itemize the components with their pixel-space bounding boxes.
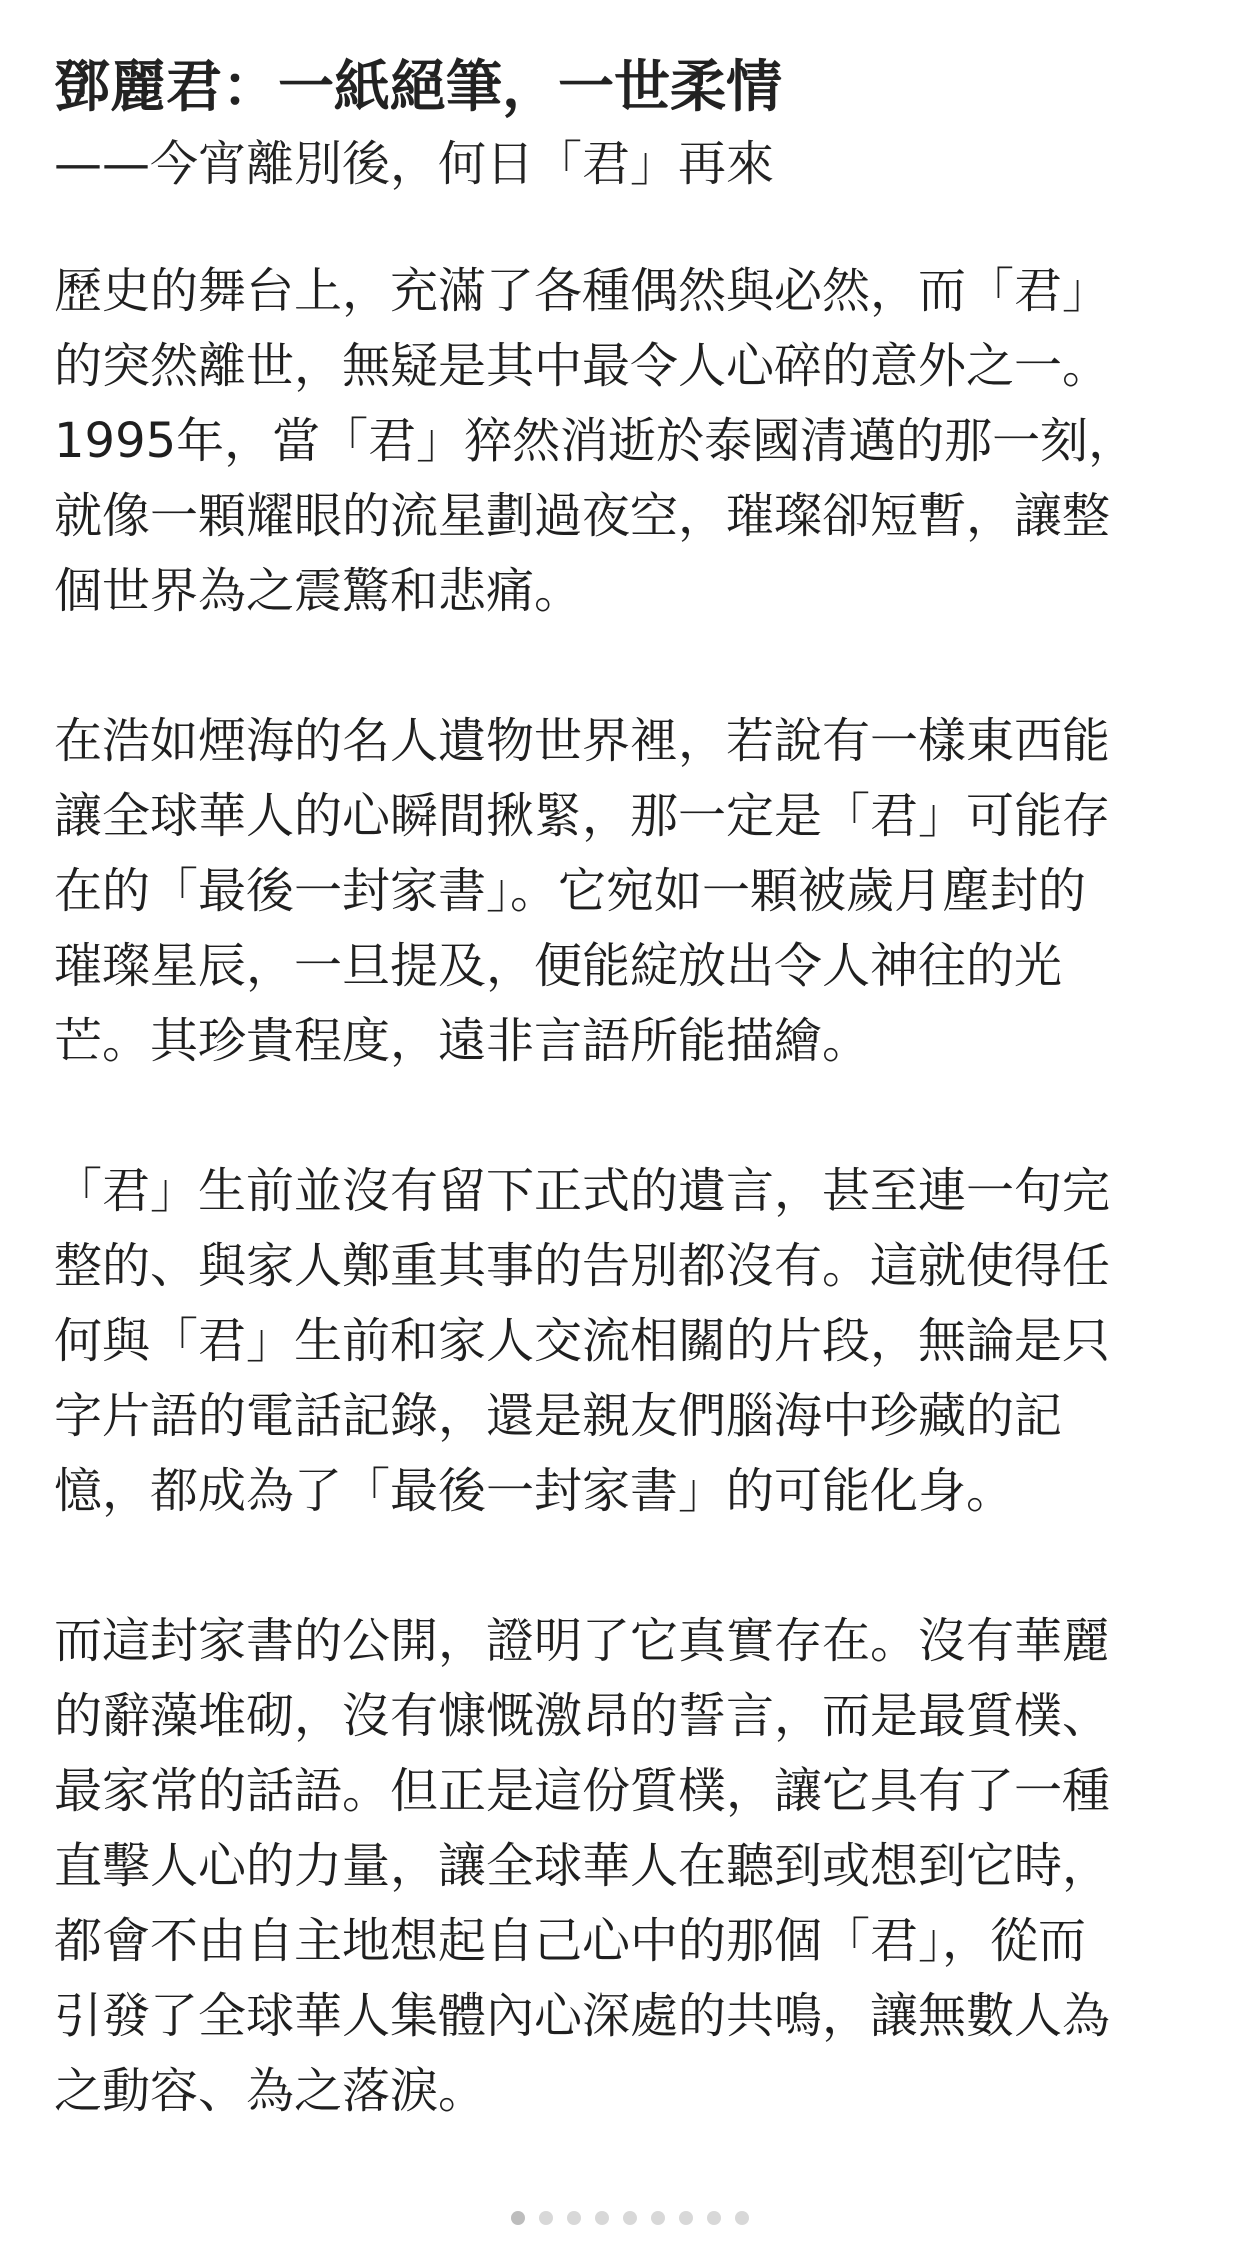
paragraph-line: 在浩如煙海的名人遺物世界裡，若說有一樣東西能 [54,713,1111,769]
paragraph-line: 憶，都成為了「最後一封家書」的可能化身。 [54,1463,1015,1519]
paragraph-line: 歷史的舞台上，充滿了各種偶然與必然，而「君」 [54,263,1111,319]
page-dot[interactable] [623,2211,637,2225]
paragraph-3 [54,1154,1174,1529]
paragraph-line: 整的、與家人鄭重其事的告別都沒有。這就使得任 [54,1238,1111,1294]
paragraph-line: 就像一顆耀眼的流星劃過夜空，璀璨卻短暫，讓整 [54,488,1111,544]
page-dot[interactable] [511,2211,525,2225]
paragraph-line: 芒。其珍貴程度，遠非言語所能描繪。 [54,1013,871,1069]
paragraph-line: 個世界為之震驚和悲痛。 [54,563,583,619]
article-title: 鄧麗君：一紙絕筆，一世柔情 [54,55,782,120]
paragraph-line: 字片語的電話記錄，還是親友們腦海中珍藏的記 [54,1388,1063,1444]
paragraph-line: 的辭藻堆砌，沒有慷慨激昂的誓言，而是最質樸、 [54,1688,1111,1744]
page-dot[interactable] [567,2211,581,2225]
page-dot[interactable] [595,2211,609,2225]
paragraph-line: 在的「最後一封家書」。它宛如一顆被歲月塵封的 [54,863,1087,919]
paragraph-4 [54,1604,1174,2129]
paragraph-line: 而這封家書的公開，證明了它真實存在。沒有華麗 [54,1613,1111,1669]
page-dot[interactable] [651,2211,665,2225]
paragraph-line: 最家常的話語。但正是這份質樸，讓它具有了一種 [54,1763,1111,1819]
paragraph-1 [54,254,1174,629]
paragraph-line: 的突然離世，無疑是其中最令人心碎的意外之一。 [54,338,1111,394]
paragraph-line: 「君」生前並沒有留下正式的遺言，甚至連一句完 [54,1163,1111,1219]
page-dot[interactable] [707,2211,721,2225]
paragraph-line: 何與「君」生前和家人交流相關的片段，無論是只 [54,1313,1111,1369]
paragraph-line: 直擊人心的力量，讓全球華人在聽到或想到它時， [54,1838,1111,1894]
paragraph-line: 1995年，當「君」猝然消逝於泰國清邁的那一刻， [54,413,1137,469]
page-dot[interactable] [679,2211,693,2225]
article [54,48,1174,2204]
paragraph-line: 讓全球華人的心瞬間揪緊，那一定是「君」可能存 [54,788,1111,844]
paragraph-line: 之動容、為之落淚。 [54,2063,487,2119]
page-indicator[interactable] [440,2208,820,2228]
paragraph-line: 璀璨星辰，一旦提及，便能綻放出令人神往的光 [54,938,1063,994]
article-subtitle: ——今宵離別後，何日「君」再來 [54,136,775,192]
page-dot[interactable] [735,2211,749,2225]
paragraph-2 [54,704,1174,1079]
page-dot[interactable] [539,2211,553,2225]
paragraph-line: 都會不由自主地想起自己心中的那個「君」，從而 [54,1913,1087,1969]
paragraph-line: 引發了全球華人集體內心深處的共鳴，讓無數人為 [54,1988,1111,2044]
